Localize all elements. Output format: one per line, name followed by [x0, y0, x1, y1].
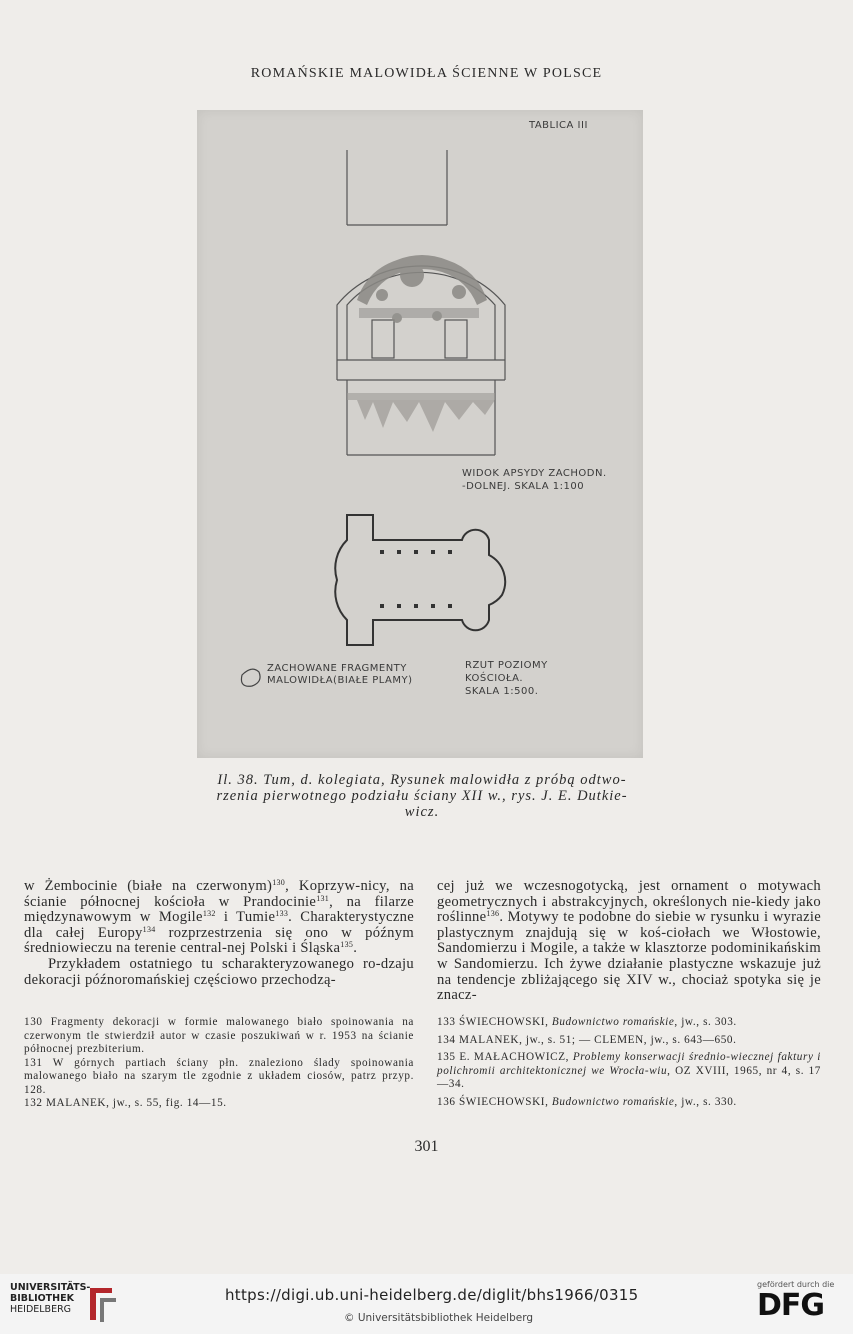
text-span: . Charakterystyczne dla całej Europy	[24, 909, 414, 941]
footnote: 132 MALANEK, jw., s. 55, fig. 14—15.	[24, 1097, 227, 1109]
text-span: 133 ŚWIECHOWSKI,	[437, 1016, 552, 1028]
footnote: 131 W górnych partiach ściany płn. znaleziono ślady spoinowania malowanego biało na szarym tle zgodnie z układem ciosów, patrz przyp. 128.	[24, 1056, 414, 1096]
text-span: Problemy konserwacji średnio-wiecznej faktury i polichromii architektonicznej we Wrocła-wiu	[437, 1051, 821, 1077]
figure-caption	[192, 772, 652, 820]
footnotes-left	[24, 1016, 414, 1111]
footnote-ref: 134	[142, 924, 156, 934]
text-span: i Tumie	[215, 909, 276, 926]
funded-by-text: gefördert durch die	[757, 1280, 835, 1289]
footnote-ref: 131	[316, 893, 330, 903]
legend-line2: MALOWIDŁA(BIAŁE PLAMY)	[267, 675, 413, 686]
text-span: . Motywy te podobne do siebie w rysunku i wyrazie plastycznym znajdują się w koś-ciołach we Włostowie, Sandomierzu i Mogile, a także w klasztorze podominikańskim w Sandomierzu. Ich żywe działanie plastyczne wskazuje już na tendencje zbliżającego się XIV w., chociaż spotyka się je znacz-	[437, 909, 821, 1004]
footnote	[437, 1016, 821, 1030]
footnote-ref: 133	[275, 909, 289, 919]
paragraph	[24, 879, 414, 957]
text-span: , jw., s. 303.	[674, 1016, 737, 1028]
paragraph	[437, 879, 821, 1004]
text-span: Budownictwo romańskie	[551, 1095, 675, 1108]
dfg-logo[interactable]	[757, 1280, 845, 1328]
copyright-notice: © Universitätsbibliothek Heidelberg	[344, 1312, 534, 1324]
text-span: Budownictwo romańskie	[551, 1016, 675, 1028]
text-span: .	[353, 940, 358, 957]
library-name-line: UNIVERSITÄTS-	[10, 1282, 91, 1293]
plan-label-line1: RZUT POZIOMY	[465, 660, 548, 671]
church-drawing	[197, 110, 643, 758]
footnote-ref: 135	[340, 940, 354, 950]
plan-label-line3: SKALA 1:500.	[465, 686, 539, 697]
footnotes-right	[437, 1016, 821, 1113]
text-span: , jw., s. 330.	[674, 1095, 737, 1108]
text-span: , na filarze międzynawowym w Mogile	[24, 893, 414, 926]
caption-line: Il. 38. Tum, d. kolegiata, Rysunek malowidła z próbą odtwo-	[217, 772, 627, 788]
running-title: ROMAŃSKIE MALOWIDŁA ŚCIENNE W POLSCE	[250, 66, 603, 81]
library-name	[10, 1282, 90, 1315]
text-span: , Koprzyw-nicy, na ścianie północnej kościoła w Prandocinie	[24, 878, 414, 910]
library-name-line: HEIDELBERG	[10, 1304, 72, 1315]
body-column-left	[24, 879, 414, 988]
viewer-footer	[0, 1274, 853, 1334]
caption-line: rzenia pierwotnego podziału ściany XII w., rys. J. E. Dutkie-	[216, 788, 628, 804]
text-span: w Żembocinie (białe na czerwonym)	[24, 878, 273, 894]
view-label-line1: WIDOK APSYDY ZACHODN.	[462, 468, 607, 479]
text-span: 136 ŚWIECHOWSKI,	[437, 1095, 552, 1108]
library-logo[interactable]	[10, 1282, 120, 1326]
footnote-ref: 132	[202, 909, 216, 919]
footnote-ref: 136	[486, 909, 500, 919]
footnote-ref: 130	[272, 878, 286, 887]
caption-line: wicz.	[404, 804, 440, 820]
text-span: , OZ XVIII, 1965, nr 4, s. 17—34.	[437, 1064, 821, 1090]
paragraph: Przykładem ostatniego tu scharakteryzowanego ro-dzaju dekoracji późnoromańskiej częściowo przechodzą-	[24, 955, 414, 988]
text-span: cej już we wczesnogotycką, jest ornament o motywach geometrycznych i abstrakcyjnych, określonych nie-kiedy jako roślinne	[437, 878, 821, 926]
dfg-logo-text: DFG	[757, 1288, 825, 1323]
library-mark-icon	[86, 1284, 120, 1324]
library-name-line: BIBLIOTHEK	[10, 1293, 74, 1304]
page-number: 301	[414, 1138, 439, 1155]
footnote: 130 Fragmenty dekoracji w formie malowanego biało spoinowania na czerwonym tle stwierdził autor w czasie poszukiwań w r. 1953 na ścianie północnej prezbiterium.	[24, 1016, 414, 1055]
plate-illustration	[197, 110, 643, 758]
plan-label-line2: KOŚCIOŁA.	[465, 673, 523, 684]
footnote	[437, 1096, 821, 1110]
text-span: rozprzestrzenia się ono w późnym średniowieczu na terenie central-nej Polski i Śląska	[24, 924, 414, 957]
document-url-link[interactable]: https://digi.ub.uni-heidelberg.de/diglit/bhs1966/0315	[225, 1286, 639, 1304]
view-label-line2: -DOLNEJ. SKALA 1:100	[462, 481, 585, 492]
footnote	[437, 1051, 821, 1092]
body-column-right	[437, 879, 821, 1004]
text-span: 135 E. MAŁACHOWICZ,	[437, 1051, 573, 1063]
tablica-label: TABLICA III	[529, 120, 588, 131]
footnote: 134 MALANEK, jw., s. 51; — CLEMEN, jw., s. 643—650.	[437, 1033, 737, 1046]
legend-line1: ZACHOWANE FRAGMENTY	[267, 663, 407, 674]
